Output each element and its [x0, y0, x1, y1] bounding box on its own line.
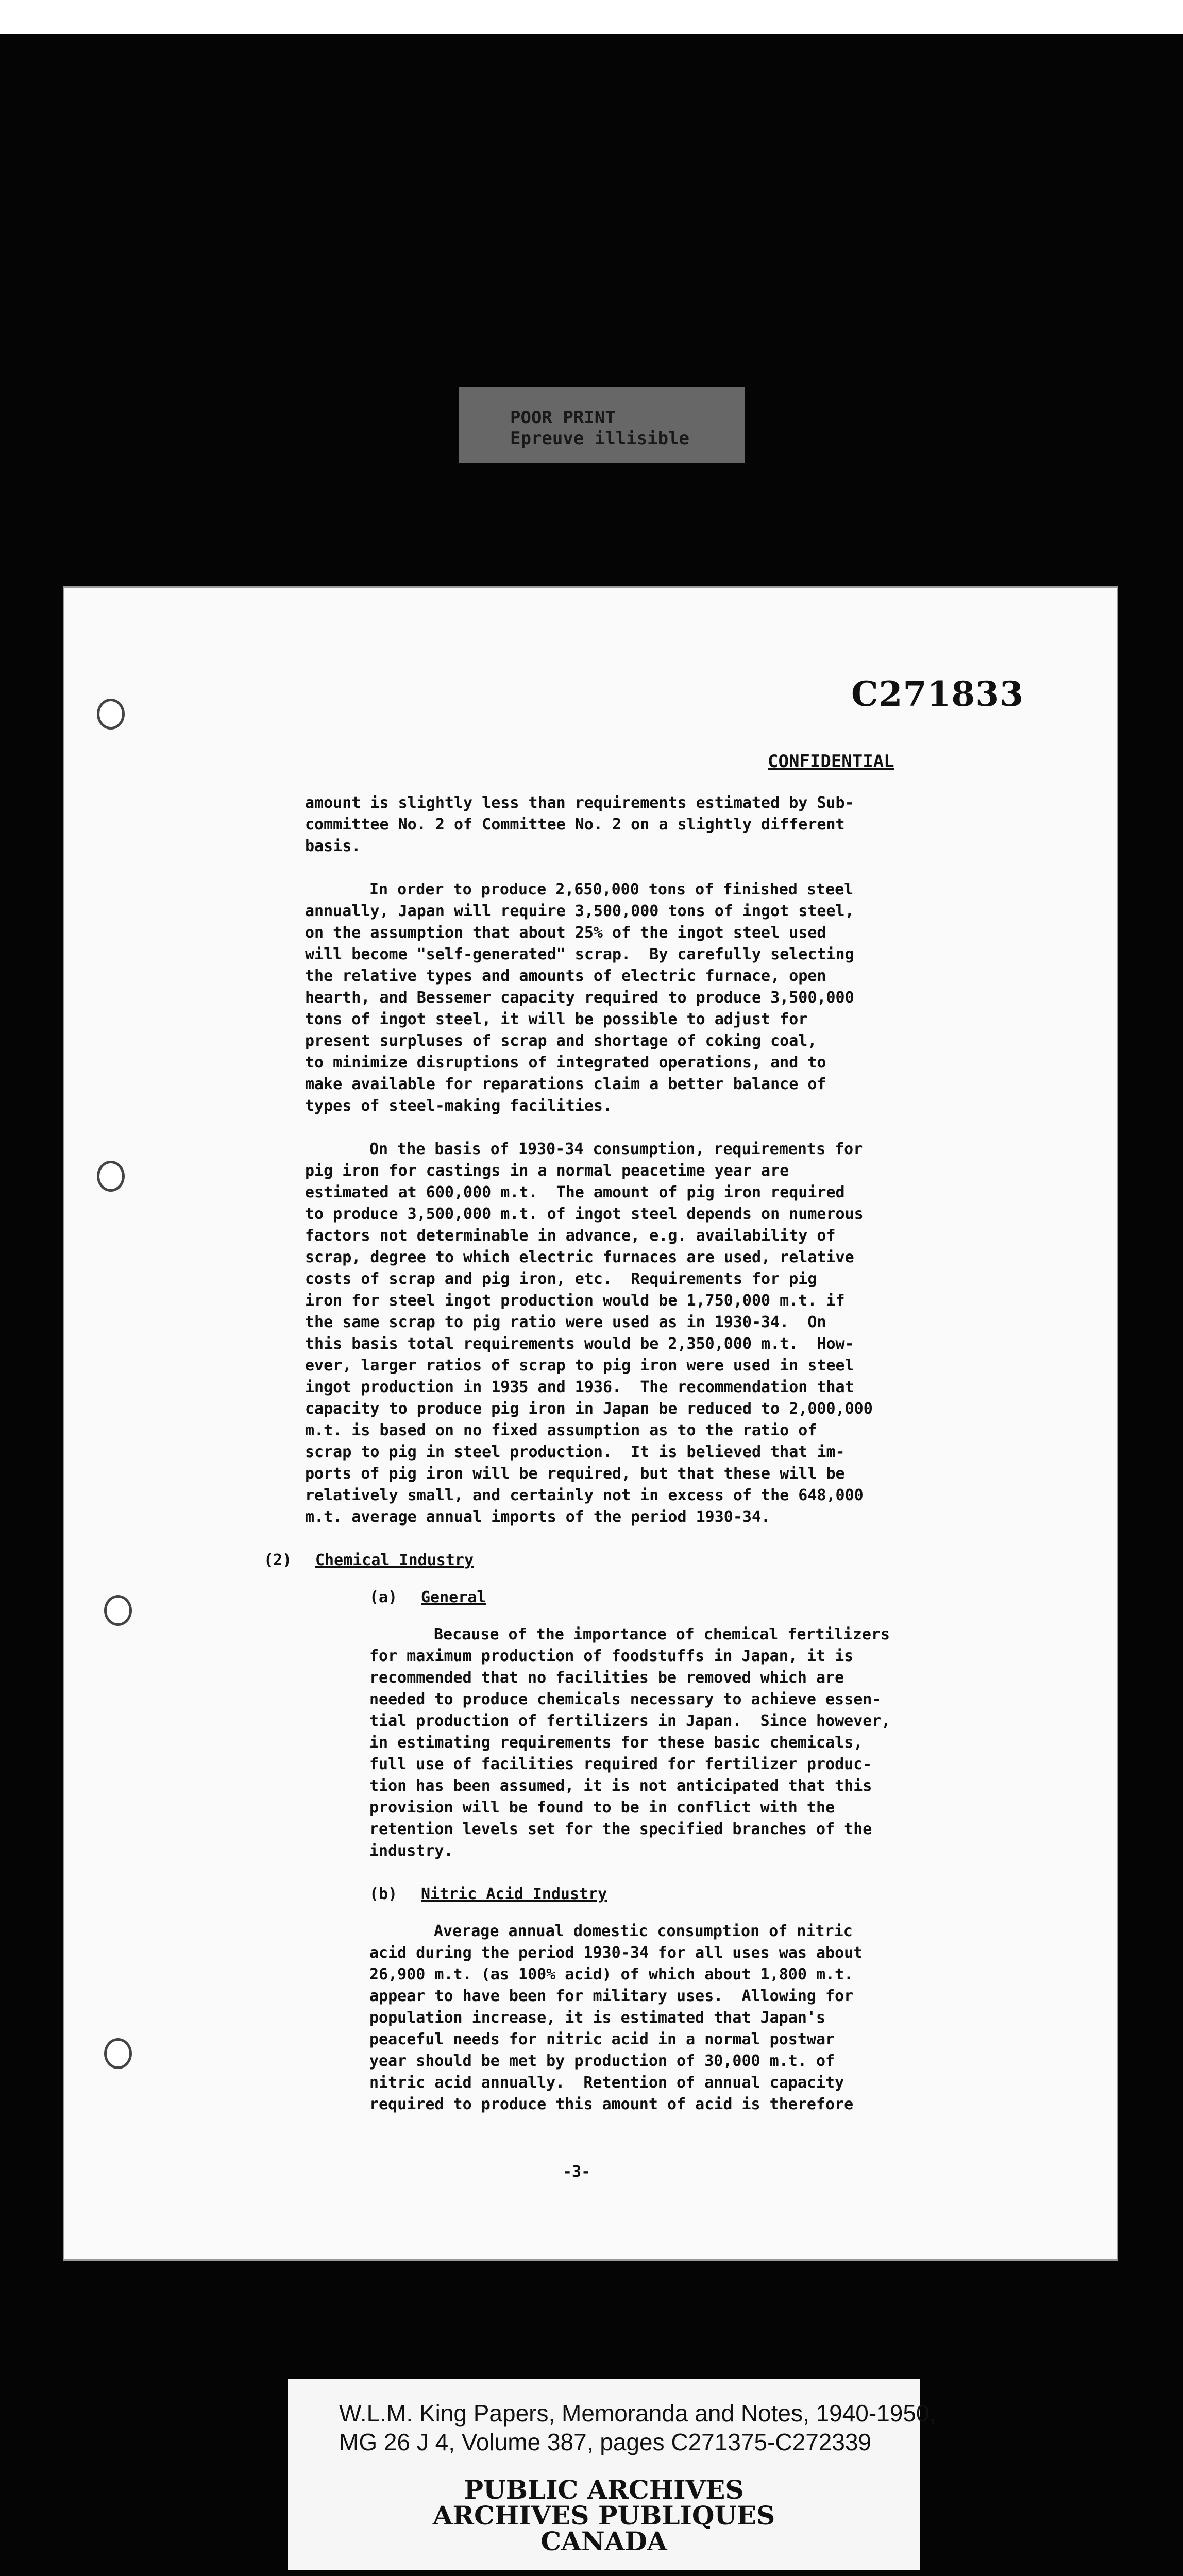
text-line: in estimating requirements for these basic chemicals, — [369, 1734, 863, 1752]
subsection-number: (b) — [369, 1885, 398, 1903]
text-line: Average annual domestic consumption of nitric — [434, 1922, 853, 1940]
text-line: acid during the period 1930-34 for all uses was about — [369, 1944, 863, 1962]
text-line: Because of the importance of chemical fertilizers — [434, 1625, 890, 1643]
archive-name — [288, 2477, 920, 2554]
text-line: population increase, it is estimated that Japan's — [369, 2009, 826, 2027]
poor-print-french: Epreuve illisible — [510, 428, 689, 449]
text-line: On the basis of 1930-34 consumption, requirements for — [369, 1140, 863, 1158]
reference-line: W.L.M. King Papers, Memoranda and Notes, 1940-1950, — [339, 2400, 936, 2427]
paragraph-nitric-acid — [305, 1921, 1098, 2115]
text-line: relatively small, and certainly not in excess of the 648,000 — [305, 1486, 864, 1504]
punch-hole — [104, 2038, 132, 2069]
text-line: amount is slightly less than requirements estimated by Sub- — [305, 794, 854, 812]
section-heading-chemical — [264, 1550, 1098, 1571]
poor-print-english: POOR PRINT — [510, 408, 616, 428]
text-line: tons of ingot steel, it will be possible to adjust for — [305, 1010, 808, 1028]
text-line: pig iron for castings in a normal peacetime year are — [305, 1162, 789, 1180]
text-line: ingot production in 1935 and 1936. The recommendation that — [305, 1378, 854, 1396]
text-line: 26,900 m.t. (as 100% acid) of which about 1,800 m.t. — [369, 1965, 854, 1984]
document-number: C271833 — [851, 674, 1024, 714]
text-line: required to produce this amount of acid is therefore — [369, 2095, 854, 2113]
text-line: capacity to produce pig iron in Japan be reduced to 2,000,000 — [305, 1400, 873, 1418]
poor-print-banner — [459, 387, 745, 463]
text-line: on the assumption that about 25% of the ingot steel used — [305, 924, 826, 942]
text-line: tial production of fertilizers in Japan. Since however, — [369, 1712, 891, 1730]
text-line: make available for reparations claim a better balance of — [305, 1075, 826, 1093]
classification-marking: CONFIDENTIAL — [768, 751, 894, 772]
text-line: types of steel-making facilities. — [305, 1097, 613, 1115]
paragraph-steel-production — [305, 879, 1098, 1117]
text-line: year should be met by production of 30,000 m.t. of — [369, 2052, 835, 2070]
text-line: estimated at 600,000 m.t. The amount of pig iron required — [305, 1183, 845, 1201]
text-line: tion has been assumed, it is not anticipated that this — [369, 1777, 872, 1795]
text-line: costs of scrap and pig iron, etc. Requirements for pig — [305, 1270, 817, 1288]
text-line: to produce 3,500,000 m.t. of ingot steel depends on numerous — [305, 1205, 864, 1223]
text-line: retention levels set for the specified branches of the — [369, 1820, 872, 1838]
text-line: factors not determinable in advance, e.g. availability of — [305, 1227, 836, 1245]
page-number: -3- — [563, 2163, 591, 2181]
archive-name-english: PUBLIC ARCHIVES — [464, 2475, 744, 2505]
text-line: appear to have been for military uses. Allowing for — [369, 1987, 854, 2005]
subsection-heading-nitric-acid — [305, 1884, 1098, 1905]
text-line: present surpluses of scrap and shortage of coking coal, — [305, 1032, 817, 1050]
text-line: for maximum production of foodstuffs in Japan, it is — [369, 1647, 854, 1665]
punch-hole — [97, 699, 125, 730]
text-line: full use of facilities required for fertilizer produc- — [369, 1755, 872, 1773]
paragraph-fertilizers — [305, 1624, 1098, 1862]
subsection-title: General — [421, 1588, 486, 1606]
text-line: this basis total requirements would be 2,350,000 m.t. How- — [305, 1335, 854, 1353]
text-line: to minimize disruptions of integrated operations, and to — [305, 1054, 826, 1072]
text-line: nitric acid annually. Retention of annual capacity — [369, 2074, 844, 2092]
text-line: ever, larger ratios of scrap to pig iron were used in steel — [305, 1357, 854, 1375]
text-line: m.t. is based on no fixed assumption as to the ratio of — [305, 1421, 817, 1439]
section-title: Chemical Industry — [315, 1551, 474, 1569]
text-line: industry. — [369, 1842, 453, 1860]
subsection-number: (a) — [369, 1588, 398, 1606]
text-line: needed to produce chemicals necessary to achieve essen- — [369, 1690, 882, 1708]
subsection-title: Nitric Acid Industry — [421, 1885, 607, 1903]
text-line: iron for steel ingot production would be 1,750,000 m.t. if — [305, 1292, 845, 1310]
text-line: committee No. 2 of Committee No. 2 on a slightly different — [305, 816, 845, 834]
paragraph-continued — [305, 792, 1098, 857]
text-line: recommended that no facilities be removed which are — [369, 1669, 844, 1687]
text-line: annually, Japan will require 3,500,000 tons of ingot steel, — [305, 902, 854, 920]
text-line: peaceful needs for nitric acid in a normal postwar — [369, 2030, 835, 2048]
text-line: scrap to pig in steel production. It is believed that im- — [305, 1443, 845, 1461]
punch-hole — [104, 1595, 132, 1626]
document-body — [264, 792, 1098, 2137]
reference-line: MG 26 J 4, Volume 387, pages C271375-C272339 — [339, 2429, 872, 2455]
archive-name-french: ARCHIVES PUBLIQUES — [432, 2500, 775, 2531]
subsection-heading-general — [305, 1587, 1098, 1608]
text-line: the same scrap to pig ratio were used as in 1930-34. On — [305, 1313, 826, 1331]
text-line: hearth, and Bessemer capacity required to produce 3,500,000 — [305, 989, 854, 1007]
text-line: provision will be found to be in conflict with the — [369, 1799, 835, 1817]
archive-reference — [339, 2399, 936, 2456]
text-line: basis. — [305, 837, 361, 855]
text-line: will become "self-generated" scrap. By carefully selecting — [305, 945, 854, 963]
punch-hole — [97, 1161, 125, 1192]
section-number: (2) — [264, 1551, 292, 1569]
archive-label — [288, 2379, 936, 2570]
text-line: the relative types and amounts of electric furnace, open — [305, 967, 826, 985]
text-line: scrap, degree to which electric furnaces are used, relative — [305, 1248, 854, 1266]
archive-name-country: CANADA — [540, 2526, 667, 2556]
text-line: ports of pig iron will be required, but that these will be — [305, 1465, 845, 1483]
text-line: m.t. average annual imports of the period 1930-34. — [305, 1508, 771, 1526]
paragraph-pig-iron — [305, 1139, 1098, 1528]
text-line: In order to produce 2,650,000 tons of finished steel — [369, 880, 854, 899]
document-page — [63, 586, 1118, 2261]
